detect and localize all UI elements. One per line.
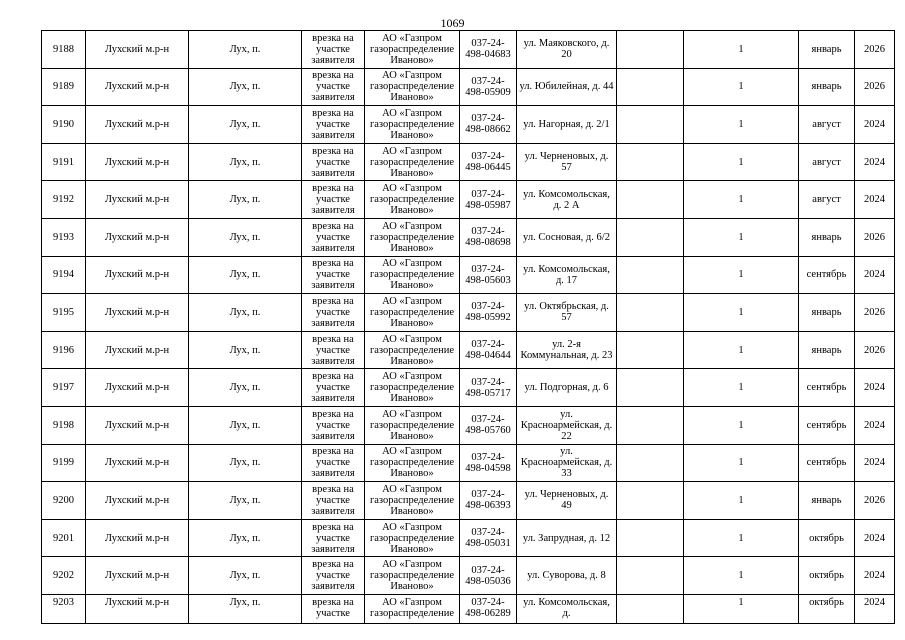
empty-cell-cell xyxy=(617,406,684,444)
row-number-cell: 9192 xyxy=(42,181,86,219)
locality-cell: Лух, п. xyxy=(189,294,302,332)
row-number-cell: 9194 xyxy=(42,256,86,294)
connection-type-cell: врезка на участке заявителя xyxy=(302,369,365,407)
table-row xyxy=(42,406,895,444)
connection-type-cell: врезка на участке xyxy=(302,594,365,623)
organization-cell: АО «Газпром газораспределение Иваново» xyxy=(365,331,460,369)
row-number-cell: 9197 xyxy=(42,369,86,407)
address-cell: ул. Комсомольская, д. 2 А xyxy=(517,181,617,219)
empty-cell-cell xyxy=(617,218,684,256)
year-cell: 2026 xyxy=(855,68,895,106)
page-number: 1069 xyxy=(440,16,465,30)
connection-type-cell: врезка на участке заявителя xyxy=(302,519,365,557)
locality-cell: Лух, п. xyxy=(189,482,302,520)
connection-type-cell: врезка на участке заявителя xyxy=(302,294,365,332)
quantity-cell: 1 xyxy=(684,31,799,69)
organization-cell: АО «Газпром газораспределение Иваново» xyxy=(365,369,460,407)
quantity-cell: 1 xyxy=(684,406,799,444)
table-row xyxy=(42,68,895,106)
table-row xyxy=(42,482,895,520)
month-cell: январь xyxy=(799,68,855,106)
registry-code-cell: 037-24-498-05987 xyxy=(460,181,517,219)
year-cell: 2024 xyxy=(855,256,895,294)
district-cell: Лухский м.р-н xyxy=(86,218,189,256)
registry-code-cell: 037-24-498-05909 xyxy=(460,68,517,106)
empty-cell-cell xyxy=(617,181,684,219)
organization-cell: АО «Газпром газораспределение Иваново» xyxy=(365,181,460,219)
organization-cell: АО «Газпром газораспределение Иваново» xyxy=(365,218,460,256)
address-cell: ул. Запрудная, д. 12 xyxy=(517,519,617,557)
registry-code-cell: 037-24-498-08662 xyxy=(460,106,517,144)
table-row xyxy=(42,519,895,557)
year-cell: 2024 xyxy=(855,369,895,407)
quantity-cell: 1 xyxy=(684,143,799,181)
table-row xyxy=(42,331,895,369)
month-cell: август xyxy=(799,181,855,219)
district-cell: Лухский м.р-н xyxy=(86,444,189,482)
address-cell: ул. 2-я Коммунальная, д. 23 xyxy=(517,331,617,369)
locality-cell: Лух, п. xyxy=(189,106,302,144)
empty-cell-cell xyxy=(617,444,684,482)
organization-cell: АО «Газпром газораспределение Иваново» xyxy=(365,294,460,332)
empty-cell-cell xyxy=(617,369,684,407)
month-cell: октябрь xyxy=(799,519,855,557)
address-cell: ул. Красноармейская, д. 33 xyxy=(517,444,617,482)
locality-cell: Лух, п. xyxy=(189,557,302,595)
organization-cell: АО «Газпром газораспределение Иваново» xyxy=(365,31,460,69)
year-cell: 2026 xyxy=(855,294,895,332)
organization-cell: АО «Газпром газораспределение Иваново» xyxy=(365,519,460,557)
table-row xyxy=(42,31,895,69)
locality-cell: Лух, п. xyxy=(189,68,302,106)
district-cell: Лухский м.р-н xyxy=(86,294,189,332)
month-cell: январь xyxy=(799,218,855,256)
quantity-cell: 1 xyxy=(684,256,799,294)
empty-cell-cell xyxy=(617,294,684,332)
row-number-cell: 9198 xyxy=(42,406,86,444)
district-cell: Лухский м.р-н xyxy=(86,106,189,144)
organization-cell: АО «Газпром газораспределение Иваново» xyxy=(365,406,460,444)
connection-type-cell: врезка на участке заявителя xyxy=(302,482,365,520)
year-cell: 2024 xyxy=(855,594,895,623)
quantity-cell: 1 xyxy=(684,594,799,623)
month-cell: сентябрь xyxy=(799,406,855,444)
district-cell: Лухский м.р-н xyxy=(86,181,189,219)
locality-cell: Лух, п. xyxy=(189,331,302,369)
table-row xyxy=(42,181,895,219)
address-cell: ул. Комсомольская, д. 17 xyxy=(517,256,617,294)
quantity-cell: 1 xyxy=(684,557,799,595)
quantity-cell: 1 xyxy=(684,218,799,256)
row-number-cell: 9199 xyxy=(42,444,86,482)
month-cell: август xyxy=(799,143,855,181)
empty-cell-cell xyxy=(617,519,684,557)
year-cell: 2026 xyxy=(855,31,895,69)
address-cell: ул. Нагорная, д. 2/1 xyxy=(517,106,617,144)
district-cell: Лухский м.р-н xyxy=(86,594,189,623)
table-row xyxy=(42,369,895,407)
empty-cell-cell xyxy=(617,594,684,623)
address-cell: ул. Красноармейская, д. 22 xyxy=(517,406,617,444)
organization-cell: АО «Газпром газораспределение Иваново» xyxy=(365,143,460,181)
connection-type-cell: врезка на участке заявителя xyxy=(302,181,365,219)
month-cell: август xyxy=(799,106,855,144)
connection-type-cell: врезка на участке заявителя xyxy=(302,331,365,369)
year-cell: 2026 xyxy=(855,482,895,520)
address-cell: ул. Подгорная, д. 6 xyxy=(517,369,617,407)
row-number-cell: 9191 xyxy=(42,143,86,181)
quantity-cell: 1 xyxy=(684,294,799,332)
locality-cell: Лух, п. xyxy=(189,519,302,557)
locality-cell: Лух, п. xyxy=(189,369,302,407)
quantity-cell: 1 xyxy=(684,68,799,106)
organization-cell: АО «Газпром газораспределение Иваново» xyxy=(365,68,460,106)
table-row xyxy=(42,218,895,256)
year-cell: 2024 xyxy=(855,557,895,595)
registry-code-cell: 037-24-498-05717 xyxy=(460,369,517,407)
year-cell: 2026 xyxy=(855,331,895,369)
address-cell: ул. Суворова, д. 8 xyxy=(517,557,617,595)
registry-code-cell: 037-24-498-05992 xyxy=(460,294,517,332)
month-cell: октябрь xyxy=(799,557,855,595)
registry-code-cell: 037-24-498-04598 xyxy=(460,444,517,482)
year-cell: 2024 xyxy=(855,519,895,557)
month-cell: январь xyxy=(799,31,855,69)
empty-cell-cell xyxy=(617,68,684,106)
row-number-cell: 9193 xyxy=(42,218,86,256)
district-cell: Лухский м.р-н xyxy=(86,482,189,520)
table-row xyxy=(42,143,895,181)
district-cell: Лухский м.р-н xyxy=(86,256,189,294)
locality-cell: Лух, п. xyxy=(189,594,302,623)
address-cell: ул. Черненовых, д. 57 xyxy=(517,143,617,181)
table-row xyxy=(42,256,895,294)
locality-cell: Лух, п. xyxy=(189,181,302,219)
year-cell: 2026 xyxy=(855,218,895,256)
organization-cell: АО «Газпром газораспределение Иваново» xyxy=(365,557,460,595)
row-number-cell: 9196 xyxy=(42,331,86,369)
locality-cell: Лух, п. xyxy=(189,256,302,294)
connection-type-cell: врезка на участке заявителя xyxy=(302,218,365,256)
row-number-cell: 9201 xyxy=(42,519,86,557)
quantity-cell: 1 xyxy=(684,181,799,219)
empty-cell-cell xyxy=(617,256,684,294)
district-cell: Лухский м.р-н xyxy=(86,143,189,181)
registry-code-cell: 037-24-498-04644 xyxy=(460,331,517,369)
organization-cell: АО «Газпром газораспределение Иваново» xyxy=(365,256,460,294)
locality-cell: Лух, п. xyxy=(189,218,302,256)
quantity-cell: 1 xyxy=(684,369,799,407)
registry-code-cell: 037-24-498-05603 xyxy=(460,256,517,294)
empty-cell-cell xyxy=(617,143,684,181)
registry-code-cell: 037-24-498-08698 xyxy=(460,218,517,256)
connection-type-cell: врезка на участке заявителя xyxy=(302,106,365,144)
month-cell: сентябрь xyxy=(799,444,855,482)
connection-type-cell: врезка на участке заявителя xyxy=(302,406,365,444)
locality-cell: Лух, п. xyxy=(189,31,302,69)
row-number-cell: 9189 xyxy=(42,68,86,106)
locality-cell: Лух, п. xyxy=(189,406,302,444)
organization-cell: АО «Газпром газораспределение Иваново» xyxy=(365,106,460,144)
quantity-cell: 1 xyxy=(684,519,799,557)
organization-cell: АО «Газпром газораспределение xyxy=(365,594,460,623)
district-cell: Лухский м.р-н xyxy=(86,406,189,444)
empty-cell-cell xyxy=(617,331,684,369)
connection-type-cell: врезка на участке заявителя xyxy=(302,557,365,595)
organization-cell: АО «Газпром газораспределение Иваново» xyxy=(365,482,460,520)
row-number-cell: 9202 xyxy=(42,557,86,595)
empty-cell-cell xyxy=(617,106,684,144)
month-cell: январь xyxy=(799,482,855,520)
registry-code-cell: 037-24-498-05036 xyxy=(460,557,517,595)
address-cell: ул. Черненовых, д. 49 xyxy=(517,482,617,520)
row-number-cell: 9203 xyxy=(42,594,86,623)
locality-cell: Лух, п. xyxy=(189,143,302,181)
empty-cell-cell xyxy=(617,557,684,595)
connection-type-cell: врезка на участке заявителя xyxy=(302,31,365,69)
registry-code-cell: 037-24-498-06393 xyxy=(460,482,517,520)
address-cell: ул. Юбилейная, д. 44 xyxy=(517,68,617,106)
registry-table xyxy=(41,30,895,624)
connection-type-cell: врезка на участке заявителя xyxy=(302,444,365,482)
district-cell: Лухский м.р-н xyxy=(86,557,189,595)
table-row xyxy=(42,444,895,482)
month-cell: сентябрь xyxy=(799,256,855,294)
registry-code-cell: 037-24-498-04683 xyxy=(460,31,517,69)
year-cell: 2024 xyxy=(855,181,895,219)
year-cell: 2024 xyxy=(855,106,895,144)
quantity-cell: 1 xyxy=(684,331,799,369)
empty-cell-cell xyxy=(617,482,684,520)
connection-type-cell: врезка на участке заявителя xyxy=(302,143,365,181)
month-cell: сентябрь xyxy=(799,369,855,407)
year-cell: 2024 xyxy=(855,444,895,482)
row-number-cell: 9200 xyxy=(42,482,86,520)
address-cell: ул. Маяковского, д. 20 xyxy=(517,31,617,69)
district-cell: Лухский м.р-н xyxy=(86,68,189,106)
row-number-cell: 9188 xyxy=(42,31,86,69)
district-cell: Лухский м.р-н xyxy=(86,31,189,69)
month-cell: октябрь xyxy=(799,594,855,623)
row-number-cell: 9190 xyxy=(42,106,86,144)
locality-cell: Лух, п. xyxy=(189,444,302,482)
registry-code-cell: 037-24-498-05760 xyxy=(460,406,517,444)
table-row xyxy=(42,106,895,144)
empty-cell-cell xyxy=(617,31,684,69)
month-cell: январь xyxy=(799,294,855,332)
connection-type-cell: врезка на участке заявителя xyxy=(302,68,365,106)
address-cell: ул. Октябрьская, д. 57 xyxy=(517,294,617,332)
registry-code-cell: 037-24-498-06289 xyxy=(460,594,517,623)
table-row xyxy=(42,594,895,623)
row-number-cell: 9195 xyxy=(42,294,86,332)
quantity-cell: 1 xyxy=(684,106,799,144)
connection-type-cell: врезка на участке заявителя xyxy=(302,256,365,294)
quantity-cell: 1 xyxy=(684,482,799,520)
year-cell: 2024 xyxy=(855,143,895,181)
year-cell: 2024 xyxy=(855,406,895,444)
address-cell: ул. Комсомольская, д. xyxy=(517,594,617,623)
registry-code-cell: 037-24-498-06445 xyxy=(460,143,517,181)
district-cell: Лухский м.р-н xyxy=(86,331,189,369)
address-cell: ул. Сосновая, д. 6/2 xyxy=(517,218,617,256)
table-row xyxy=(42,557,895,595)
month-cell: январь xyxy=(799,331,855,369)
district-cell: Лухский м.р-н xyxy=(86,519,189,557)
district-cell: Лухский м.р-н xyxy=(86,369,189,407)
organization-cell: АО «Газпром газораспределение Иваново» xyxy=(365,444,460,482)
quantity-cell: 1 xyxy=(684,444,799,482)
registry-code-cell: 037-24-498-05031 xyxy=(460,519,517,557)
table-row xyxy=(42,294,895,332)
